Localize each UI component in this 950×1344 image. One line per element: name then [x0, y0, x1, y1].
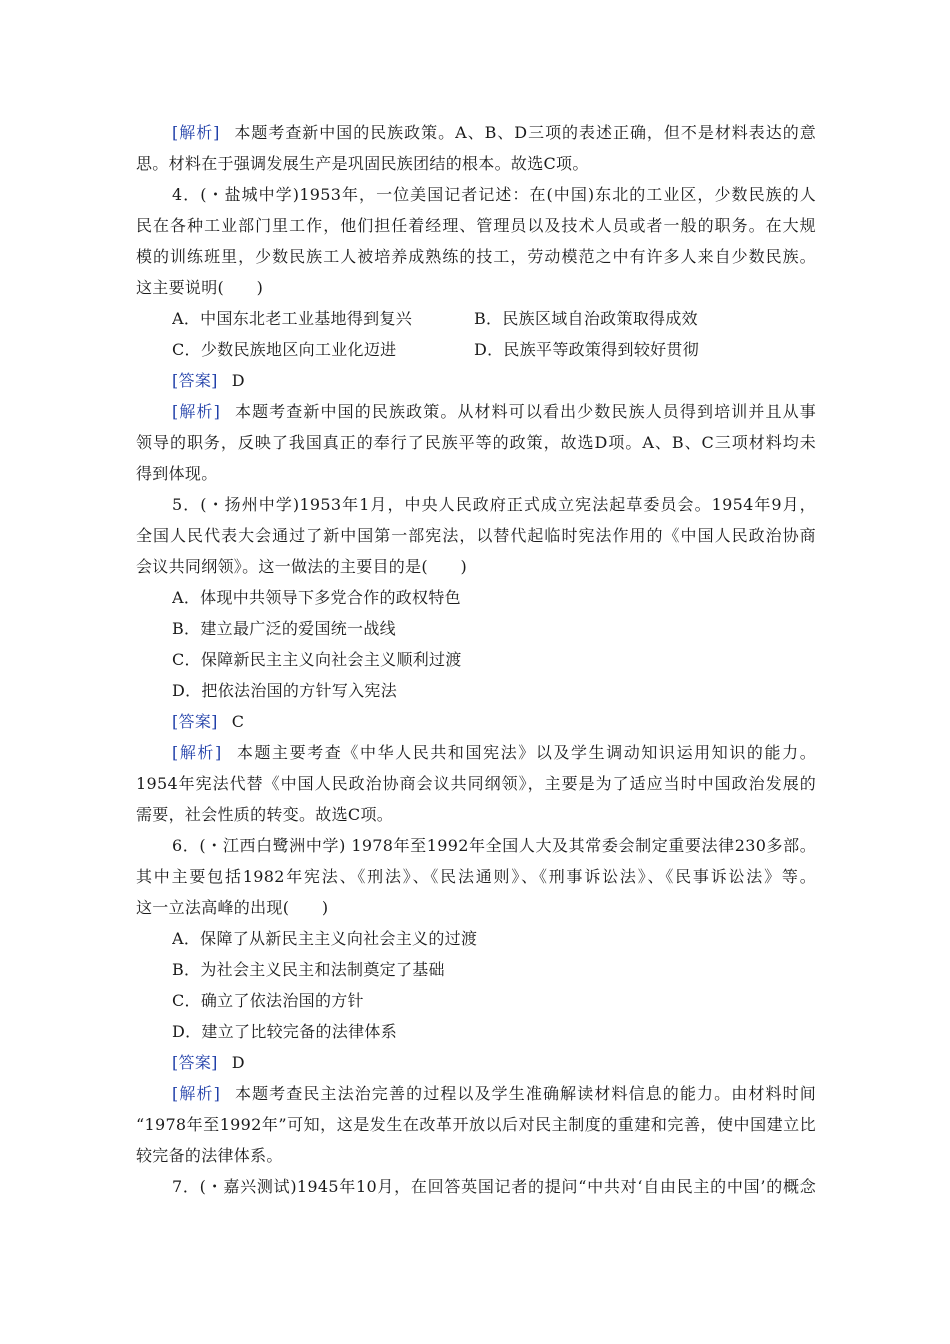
q4-explanation-line-2: 领导的职务，反映了我国真正的奉行了民族平等的政策，故选D项。A、B、C三项材料均未: [136, 433, 816, 452]
analysis-tag: [解析]: [172, 743, 222, 762]
q6-stem-line-3: 这一立法高峰的出现( ): [136, 898, 329, 917]
q3-explanation-line-1: [解析] 本题考查新中国的民族政策。A、B、D三项的表述正确，但不是材料表达的意: [172, 123, 816, 142]
q5-stem-line-3: 会议共同纲领》。这一做法的主要目的是( ): [136, 557, 468, 576]
q4-stem-line-1: 4．(・盐城中学)1953年，一位美国记者记述：在(中国)东北的工业区，少数民族的人: [172, 185, 816, 204]
q4-stem-line-4: 这主要说明( ): [136, 278, 264, 297]
q4-stem-line-2: 民在各种工业部门里工作，他们担任着经理、管理员以及技术人员或者一般的职务。在大规: [136, 216, 816, 235]
q5-option-b: B．建立最广泛的爱国统一战线: [172, 619, 396, 638]
q4-stem-line-3: 模的训练班里，少数民族工人被培养成熟练的技工，劳动模范之中有许多人来自少数民族。: [136, 247, 816, 266]
answer-tag: [答案]: [172, 712, 218, 731]
answer-tag: [答案]: [172, 1053, 218, 1072]
q6-option-b: B．为社会主义民主和法制奠定了基础: [172, 960, 445, 979]
q5-option-a: A．体现中共领导下多党合作的政权特色: [172, 588, 461, 607]
q5-stem-line-1: 5．(・扬州中学)1953年1月，中央人民政府正式成立宪法起草委员会。1954年9月，: [172, 495, 816, 514]
q4-option-d: D．民族平等政策得到较好贯彻: [474, 340, 700, 359]
q6-option-a: A．保障了从新民主主义向社会主义的过渡: [172, 929, 478, 948]
q4-option-a: A．中国东北老工业基地得到复兴: [172, 309, 413, 328]
q6-explanation-line-2: “1978年至1992年”可知，这是发生在改革开放以后对民主制度的重建和完善，使中国建立比: [136, 1115, 816, 1134]
q6-explanation-line-1: [解析] 本题考查民主法治完善的过程以及学生准确解读材料信息的能力。由材料时间: [172, 1084, 816, 1103]
q4-option-c: C．少数民族地区向工业化迈进: [172, 340, 397, 359]
q6-explanation-line-3: 较完备的法律体系。: [136, 1146, 283, 1165]
q4-explanation-line-3: 得到体现。: [136, 464, 218, 483]
analysis-tag: [解析]: [172, 402, 221, 421]
q6-option-c: C．确立了依法治国的方针: [172, 991, 364, 1010]
analysis-tag: [解析]: [172, 123, 220, 142]
q5-explanation-line-1: [解析] 本题主要考查《中华人民共和国宪法》以及学生调动知识运用知识的能力。: [172, 743, 816, 762]
q5-answer: [答案] C: [172, 712, 245, 731]
q6-stem-line-2: 其中主要包括1982年宪法、《刑法》、《民法通则》、《刑事诉讼法》、《民事诉讼法》等。: [136, 867, 816, 886]
q4-explanation-line-1: [解析] 本题考查新中国的民族政策。从材料可以看出少数民族人员得到培训并且从事: [172, 402, 816, 421]
q4-option-b: B．民族区域自治政策取得成效: [474, 309, 698, 328]
q7-stem-line-1: 7．(・嘉兴测试)1945年10月，在回答英国记者的提问“中共对‘自由民主的中国’的概念: [172, 1177, 816, 1196]
q5-explanation-line-2: 1954年宪法代替《中国人民政治协商会议共同纲领》，主要是为了适应当时中国政治发展的: [136, 774, 816, 793]
q4-answer: [答案] D: [172, 371, 245, 390]
q6-option-d: D．建立了比较完备的法律体系: [172, 1022, 398, 1041]
analysis-tag: [解析]: [172, 1084, 221, 1103]
answer-tag: [答案]: [172, 371, 218, 390]
q5-explanation-line-3: 需要，社会性质的转变。故选C项。: [136, 805, 394, 824]
q6-answer: [答案] D: [172, 1053, 245, 1072]
q6-stem-line-1: 6．(・江西白鹭洲中学) 1978年至1992年全国人大及其常委会制定重要法律230多部。: [172, 836, 816, 855]
q5-option-d: D．把依法治国的方针写入宪法: [172, 681, 398, 700]
q5-stem-line-2: 全国人民代表大会通过了新中国第一部宪法，以替代起临时宪法作用的《中国人民政治协商: [136, 526, 816, 545]
q3-explanation-line-2: 思。材料在于强调发展生产是巩固民族团结的根本。故选C项。: [136, 154, 589, 173]
q5-option-c: C．保障新民主主义向社会主义顺利过渡: [172, 650, 462, 669]
